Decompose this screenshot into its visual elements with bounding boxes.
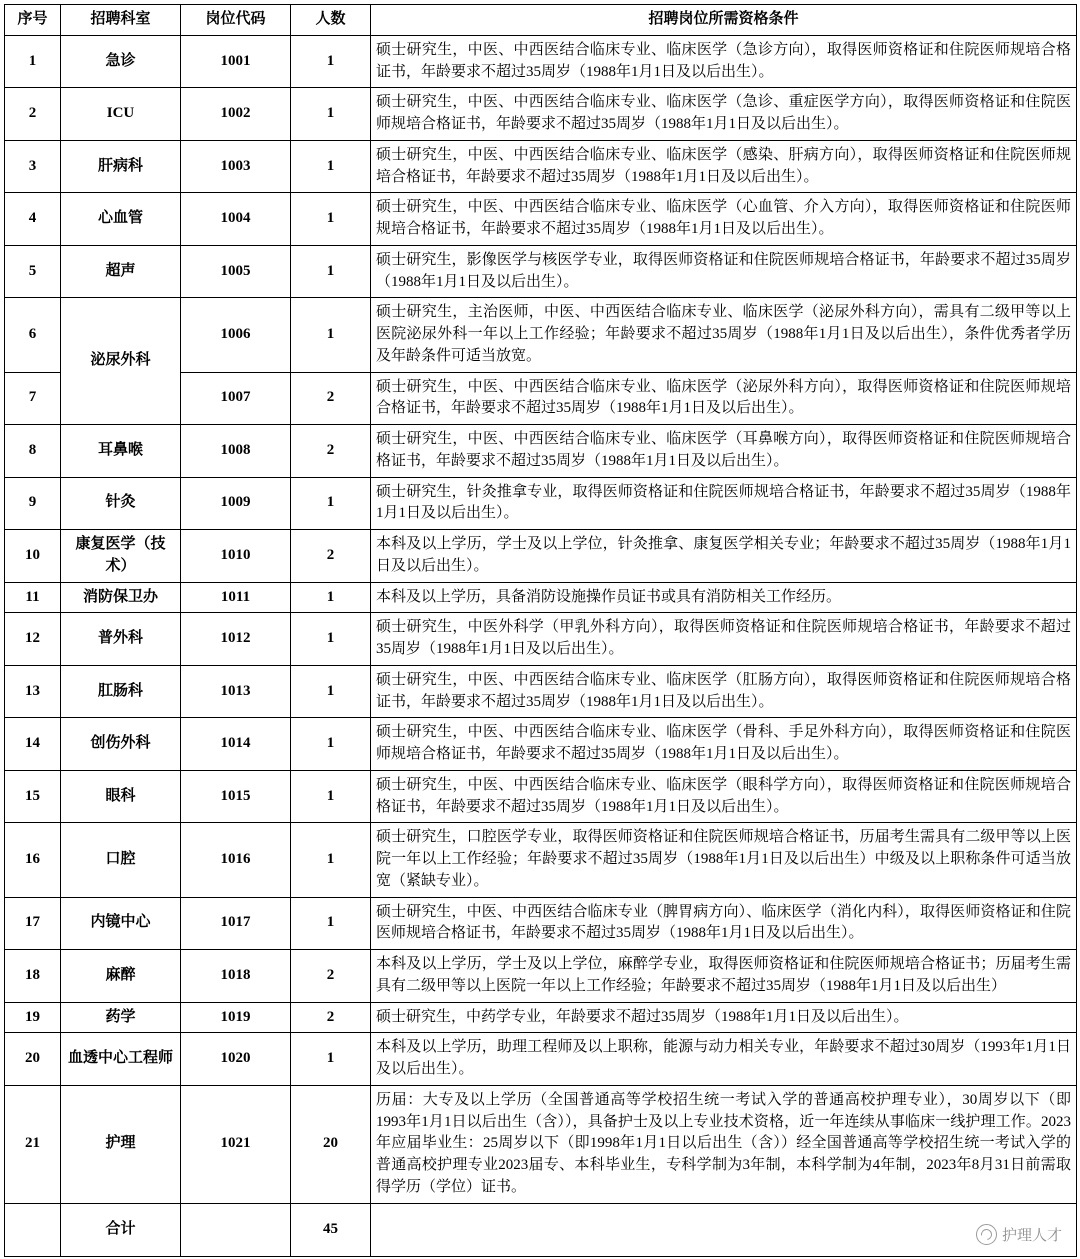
table-row [5, 245, 1077, 298]
cell-headcount: 2 [291, 372, 371, 425]
cell-requirements: 硕士研究生，中医、中西医结合临床专业、临床医学（急诊方向），取得医师资格证和住院医师规培合格证书，年龄要求不超过35周岁（1988年1月1日及以后出生）。 [371, 35, 1077, 88]
cell-post-code: 1004 [181, 193, 291, 246]
cell-no: 17 [5, 897, 61, 950]
cell-headcount: 1 [291, 665, 371, 718]
total-empty-no [5, 1203, 61, 1256]
table-header [5, 5, 1077, 36]
table-row [5, 950, 1077, 1003]
cell-department: 超声 [61, 245, 181, 298]
cell-department: 眼科 [61, 770, 181, 823]
cell-no: 6 [5, 298, 61, 372]
cell-no: 11 [5, 582, 61, 613]
cell-headcount: 1 [291, 35, 371, 88]
table-row [5, 823, 1077, 897]
cell-no: 18 [5, 950, 61, 1003]
table-row [5, 770, 1077, 823]
table-row [5, 298, 1077, 372]
cell-headcount: 1 [291, 245, 371, 298]
cell-no: 21 [5, 1085, 61, 1203]
cell-headcount: 2 [291, 950, 371, 1003]
table-row [5, 35, 1077, 88]
cell-post-code: 1005 [181, 245, 291, 298]
cell-no: 16 [5, 823, 61, 897]
total-empty-code [181, 1203, 291, 1256]
cell-department: 耳鼻喉 [61, 425, 181, 478]
cell-requirements: 本科及以上学历，助理工程师及以上职称，能源与动力相关专业，年龄要求不超过30周岁（1993年1月1日及以后出生）。 [371, 1033, 1077, 1086]
cell-requirements: 硕士研究生，口腔医学专业，取得医师资格证和住院医师规培合格证书，历届考生需具有二级甲等以上医院一年以上工作经验；年龄要求不超过35周岁（1988年1月1日及以后出生）中级及以上职称条件可适当放宽（紧缺专业）。 [371, 823, 1077, 897]
cell-no: 9 [5, 477, 61, 530]
cell-no: 20 [5, 1033, 61, 1086]
table-row [5, 1085, 1077, 1203]
cell-department: 内镜中心 [61, 897, 181, 950]
cell-headcount: 1 [291, 718, 371, 771]
cell-department: 急诊 [61, 35, 181, 88]
cell-no: 3 [5, 140, 61, 193]
total-headcount: 45 [291, 1203, 371, 1256]
cell-headcount: 1 [291, 1033, 371, 1086]
table-row [5, 530, 1077, 583]
cell-requirements: 硕士研究生，中医、中西医结合临床专业、临床医学（感染、肝病方向），取得医师资格证和住院医师规培合格证书，年龄要求不超过35周岁（1988年1月1日及以后出生）。 [371, 140, 1077, 193]
cell-no: 5 [5, 245, 61, 298]
cell-department: 肛肠科 [61, 665, 181, 718]
cell-headcount: 20 [291, 1085, 371, 1203]
table-row [5, 425, 1077, 478]
cell-department: 口腔 [61, 823, 181, 897]
cell-headcount: 1 [291, 823, 371, 897]
cell-no: 8 [5, 425, 61, 478]
table-row [5, 1033, 1077, 1086]
cell-department: 肝病科 [61, 140, 181, 193]
cell-requirements: 硕士研究生，中医、中西医结合临床专业、临床医学（急诊、重症医学方向），取得医师资格证和住院医师规培合格证书，年龄要求不超过35周岁（1988年1月1日及以后出生）。 [371, 88, 1077, 141]
cell-requirements: 硕士研究生，影像医学与核医学专业，取得医师资格证和住院医师规培合格证书，年龄要求不超过35周岁（1988年1月1日及以后出生）。 [371, 245, 1077, 298]
cell-headcount: 1 [291, 477, 371, 530]
cell-post-code: 1018 [181, 950, 291, 1003]
cell-requirements: 硕士研究生，中医、中西医结合临床专业、临床医学（泌尿外科方向），取得医师资格证和住院医师规培合格证书，年龄要求不超过35周岁（1988年1月1日及以后出生）。 [371, 372, 1077, 425]
cell-requirements: 本科及以上学历，具备消防设施操作员证书或具有消防相关工作经历。 [371, 582, 1077, 613]
cell-requirements: 硕士研究生，中药学专业，年龄要求不超过35周岁（1988年1月1日及以后出生）。 [371, 1002, 1077, 1033]
cell-no: 2 [5, 88, 61, 141]
cell-requirements: 硕士研究生，针灸推拿专业，取得医师资格证和住院医师规培合格证书，年龄要求不超过35周岁（1988年1月1日及以后出生）。 [371, 477, 1077, 530]
cell-headcount: 1 [291, 140, 371, 193]
cell-department: 消防保卫办 [61, 582, 181, 613]
table-row [5, 665, 1077, 718]
cell-post-code: 1003 [181, 140, 291, 193]
cell-requirements: 硕士研究生，中医外科学（甲乳外科方向），取得医师资格证和住院医师规培合格证书，年龄要求不超过35周岁（1988年1月1日及以后出生）。 [371, 613, 1077, 666]
cell-no: 1 [5, 35, 61, 88]
watermark-label: 护理人才 [1001, 1226, 1062, 1244]
cell-no: 19 [5, 1002, 61, 1033]
cell-department: 泌尿外科 [61, 298, 181, 425]
cell-headcount: 1 [291, 298, 371, 372]
cell-no: 4 [5, 193, 61, 246]
cell-requirements: 硕士研究生，中医、中西医结合临床专业、临床医学（心血管、介入方向），取得医师资格证和住院医师规培合格证书，年龄要求不超过35周岁（1988年1月1日及以后出生）。 [371, 193, 1077, 246]
cell-no: 13 [5, 665, 61, 718]
table-row [5, 1002, 1077, 1033]
cell-post-code: 1012 [181, 613, 291, 666]
table-row [5, 140, 1077, 193]
recruitment-table [4, 4, 1077, 1257]
cell-post-code: 1016 [181, 823, 291, 897]
cell-post-code: 1013 [181, 665, 291, 718]
cell-headcount: 1 [291, 193, 371, 246]
cell-post-code: 1006 [181, 298, 291, 372]
table-row [5, 613, 1077, 666]
table-body [5, 35, 1077, 1256]
cell-headcount: 2 [291, 530, 371, 583]
cell-post-code: 1007 [181, 372, 291, 425]
cell-post-code: 1019 [181, 1002, 291, 1033]
cell-post-code: 1015 [181, 770, 291, 823]
cell-post-code: 1009 [181, 477, 291, 530]
cell-post-code: 1020 [181, 1033, 291, 1086]
cell-requirements: 硕士研究生，中医、中西医结合临床专业、临床医学（肛肠方向），取得医师资格证和住院医师规培合格证书，年龄要求不超过35周岁（1988年1月1日及以后出生）。 [371, 665, 1077, 718]
cell-department: 心血管 [61, 193, 181, 246]
cell-post-code: 1021 [181, 1085, 291, 1203]
cell-no: 10 [5, 530, 61, 583]
header-headcount: 人数 [291, 5, 371, 36]
total-label: 合计 [61, 1203, 181, 1256]
table-row [5, 718, 1077, 771]
header-department: 招聘科室 [61, 5, 181, 36]
total-empty-requirements [371, 1203, 1077, 1256]
cell-department: 普外科 [61, 613, 181, 666]
cell-headcount: 1 [291, 897, 371, 950]
cell-post-code: 1002 [181, 88, 291, 141]
cell-post-code: 1011 [181, 582, 291, 613]
cell-department: ICU [61, 88, 181, 141]
cell-requirements: 硕士研究生，主治医师，中医、中西医结合临床专业、临床医学（泌尿外科方向），需具有二级甲等以上医院泌尿外科一年以上工作经验；年龄要求不超过35周岁（1988年1月1日及以后出生），条件优秀者学历及年龄条件可适当放宽。 [371, 298, 1077, 372]
cell-department: 护理 [61, 1085, 181, 1203]
cell-headcount: 2 [291, 1002, 371, 1033]
cell-requirements: 硕士研究生，中医、中西医结合临床专业、临床医学（骨科、手足外科方向），取得医师资格证和住院医师规培合格证书，年龄要求不超过35周岁（1988年1月1日及以后出生）。 [371, 718, 1077, 771]
cell-requirements: 硕士研究生，中医、中西医结合临床专业、临床医学（眼科学方向），取得医师资格证和住院医师规培合格证书，年龄要求不超过35周岁（1988年1月1日及以后出生）。 [371, 770, 1077, 823]
cell-department: 康复医学（技术） [61, 530, 181, 583]
cell-post-code: 1001 [181, 35, 291, 88]
header-post-code: 岗位代码 [181, 5, 291, 36]
table-row [5, 897, 1077, 950]
cell-headcount: 1 [291, 613, 371, 666]
header-no: 序号 [5, 5, 61, 36]
cell-requirements: 本科及以上学历，学士及以上学位，麻醉学专业，取得医师资格证和住院医师规培合格证书；历届考生需具有二级甲等以上医院一年以上工作经验；年龄要求不超过35周岁（1988年1月1日及以后出生） [371, 950, 1077, 1003]
cell-headcount: 1 [291, 582, 371, 613]
cell-requirements: 本科及以上学历，学士及以上学位，针灸推拿、康复医学相关专业；年龄要求不超过35周岁（1988年1月1日及以后出生）。 [371, 530, 1077, 583]
cell-headcount: 1 [291, 88, 371, 141]
cell-no: 14 [5, 718, 61, 771]
cell-requirements: 硕士研究生，中医、中西医结合临床专业（脾胃病方向）、临床医学（消化内科），取得医师资格证和住院医师规培合格证书，年龄要求不超过35周岁（1988年1月1日及以后出生）。 [371, 897, 1077, 950]
header-requirements: 招聘岗位所需资格条件 [371, 5, 1077, 36]
cell-no: 12 [5, 613, 61, 666]
cell-department: 药学 [61, 1002, 181, 1033]
cell-post-code: 1017 [181, 897, 291, 950]
table-row [5, 477, 1077, 530]
table-row [5, 88, 1077, 141]
cell-department: 针灸 [61, 477, 181, 530]
cell-post-code: 1010 [181, 530, 291, 583]
cell-headcount: 1 [291, 770, 371, 823]
cell-no: 7 [5, 372, 61, 425]
cell-headcount: 2 [291, 425, 371, 478]
cell-department: 血透中心工程师 [61, 1033, 181, 1086]
table-row [5, 193, 1077, 246]
cell-post-code: 1008 [181, 425, 291, 478]
cell-no: 15 [5, 770, 61, 823]
cell-requirements: 历届：大专及以上学历（全国普通高等学校招生统一考试入学的普通高校护理专业），30周岁以下（即1993年1月1日以后出生（含）），具备护士及以上专业技术资格，近一年连续从事临床一线护理工作。2023年应届毕业生：25周岁以下（即1998年1月1日以后出生（含））经全国普通高等学校招生统一考试入学的普通高校护理专业2023届专、本科毕业生，专科学制为3年制，本科学制为4年制，2023年8月31日前需取得学历（学位）证书。 [371, 1085, 1077, 1203]
table-header-row [5, 5, 1077, 36]
table-total-row [5, 1203, 1077, 1256]
cell-department: 创伤外科 [61, 718, 181, 771]
cell-post-code: 1014 [181, 718, 291, 771]
table-row [5, 582, 1077, 613]
cell-department: 麻醉 [61, 950, 181, 1003]
cell-requirements: 硕士研究生，中医、中西医结合临床专业、临床医学（耳鼻喉方向），取得医师资格证和住院医师规培合格证书，年龄要求不超过35周岁（1988年1月1日及以后出生）。 [371, 425, 1077, 478]
